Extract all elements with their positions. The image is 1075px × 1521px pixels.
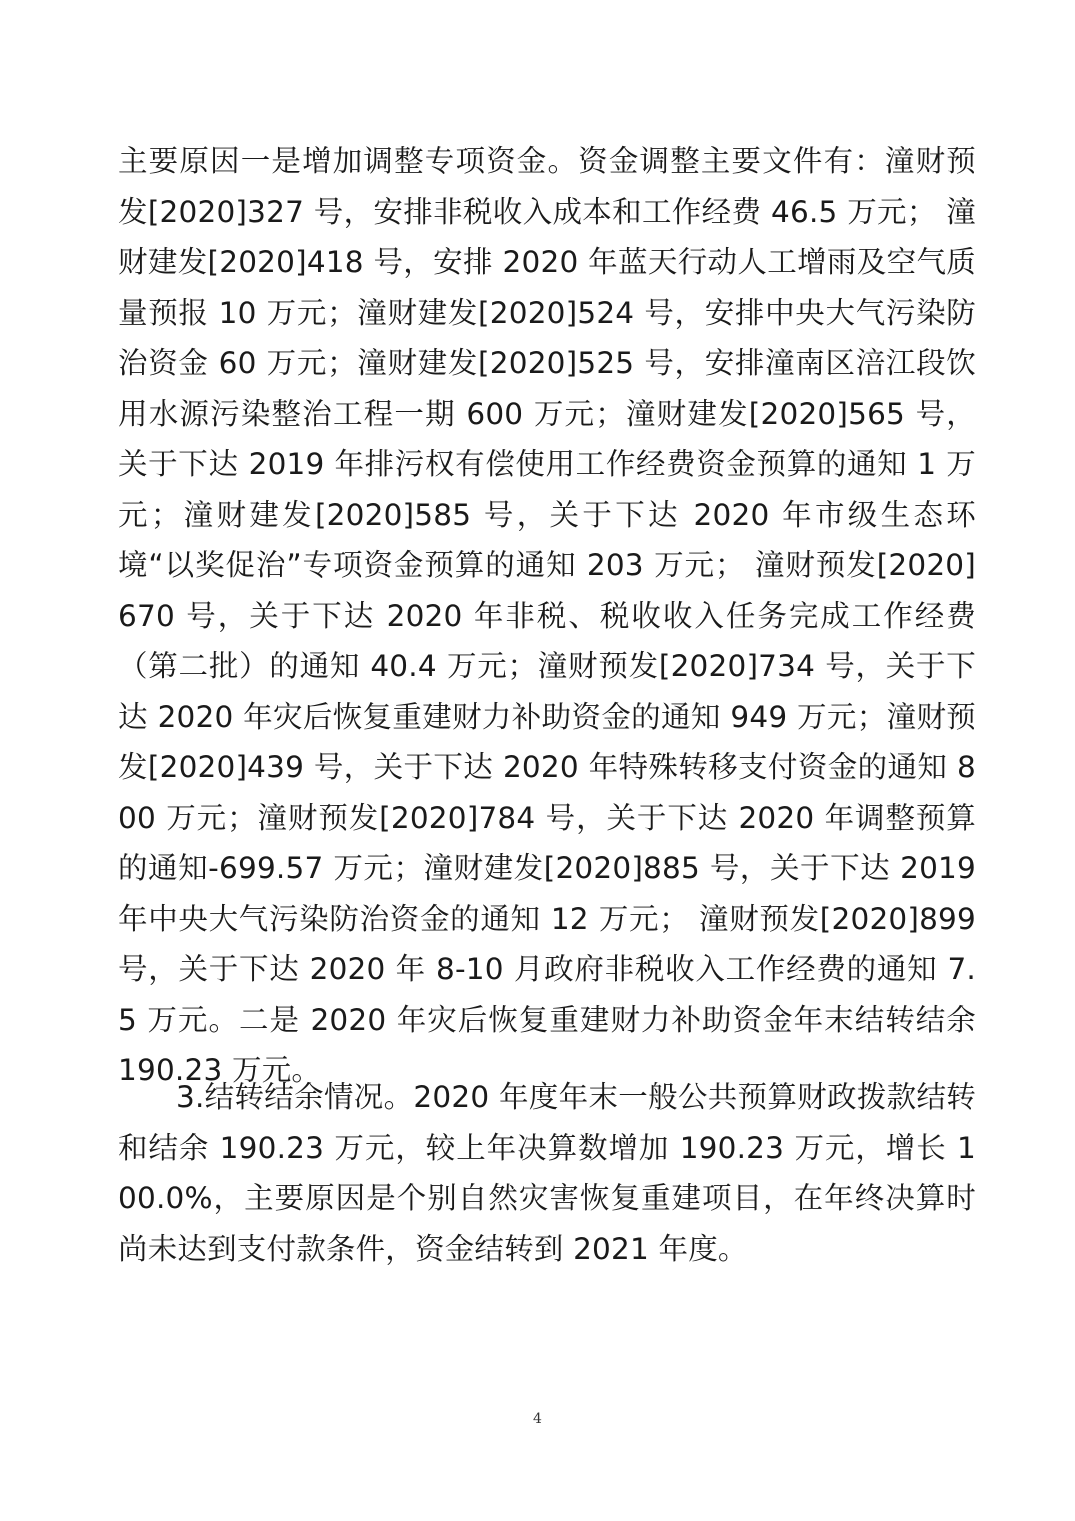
page-number: 4	[533, 1411, 542, 1427]
paragraph-budget-adjustment: 主要原因一是增加调整专项资金。资金调整主要文件有：潼财预发[2020]327 号，安排非税收入成本和工作经费 46.5 万元； 潼财建发[2020]418 号，安排 2020 年蓝天行动人工增雨及空气质量预报 10 万元；潼财建发[2020]524 号，安排中央大气污染防治资金 60 万元；潼财建发[2020]525 号，安排潼南区涪江段饮用水源污染整治工程一期 600 万元；潼财建发[2020]565 号，关于下达 2019 年排污权有偿使用工作经费资金预算的通知 1 万元；潼财建发[2020]585 号，关于下达 2020 年市级生态环境“以奖促治”专项资金预算的通知 203 万元； 潼财预发[2020]670 号，关于下达 2020 年非税、税收收入任务完成工作经费（第二批）的通知 40.4 万元；潼财预发[2020]734 号，关于下达 2020 年灾后恢复重建财力补助资金的通知 949 万元；潼财预发[2020]439 号，关于下达 2020 年特殊转移支付资金的通知 800 万元；潼财预发[2020]784 号，关于下达 2020 年调整预算的通知-699.57 万元；潼财建发[2020]885 号，关于下达 2019 年中央大气污染防治资金的通知 12 万元； 潼财预发[2020]899 号，关于下达 2020 年 8-10 月政府非税收入工作经费的通知 7.5 万元。二是 2020 年灾后恢复重建财力补助资金年末结转结余 190.23 万元。	[118, 144, 976, 1087]
paragraph-carryover-balance: 3.结转结余情况。2020 年度年末一般公共预算财政拨款结转和结余 190.23 万元，较上年决算数增加 190.23 万元，增长 100.0%，主要原因是个别自然灾害恢复重建项目，在年终决算时尚未达到支付款条件，资金结转到 2021 年度。	[118, 1080, 976, 1266]
